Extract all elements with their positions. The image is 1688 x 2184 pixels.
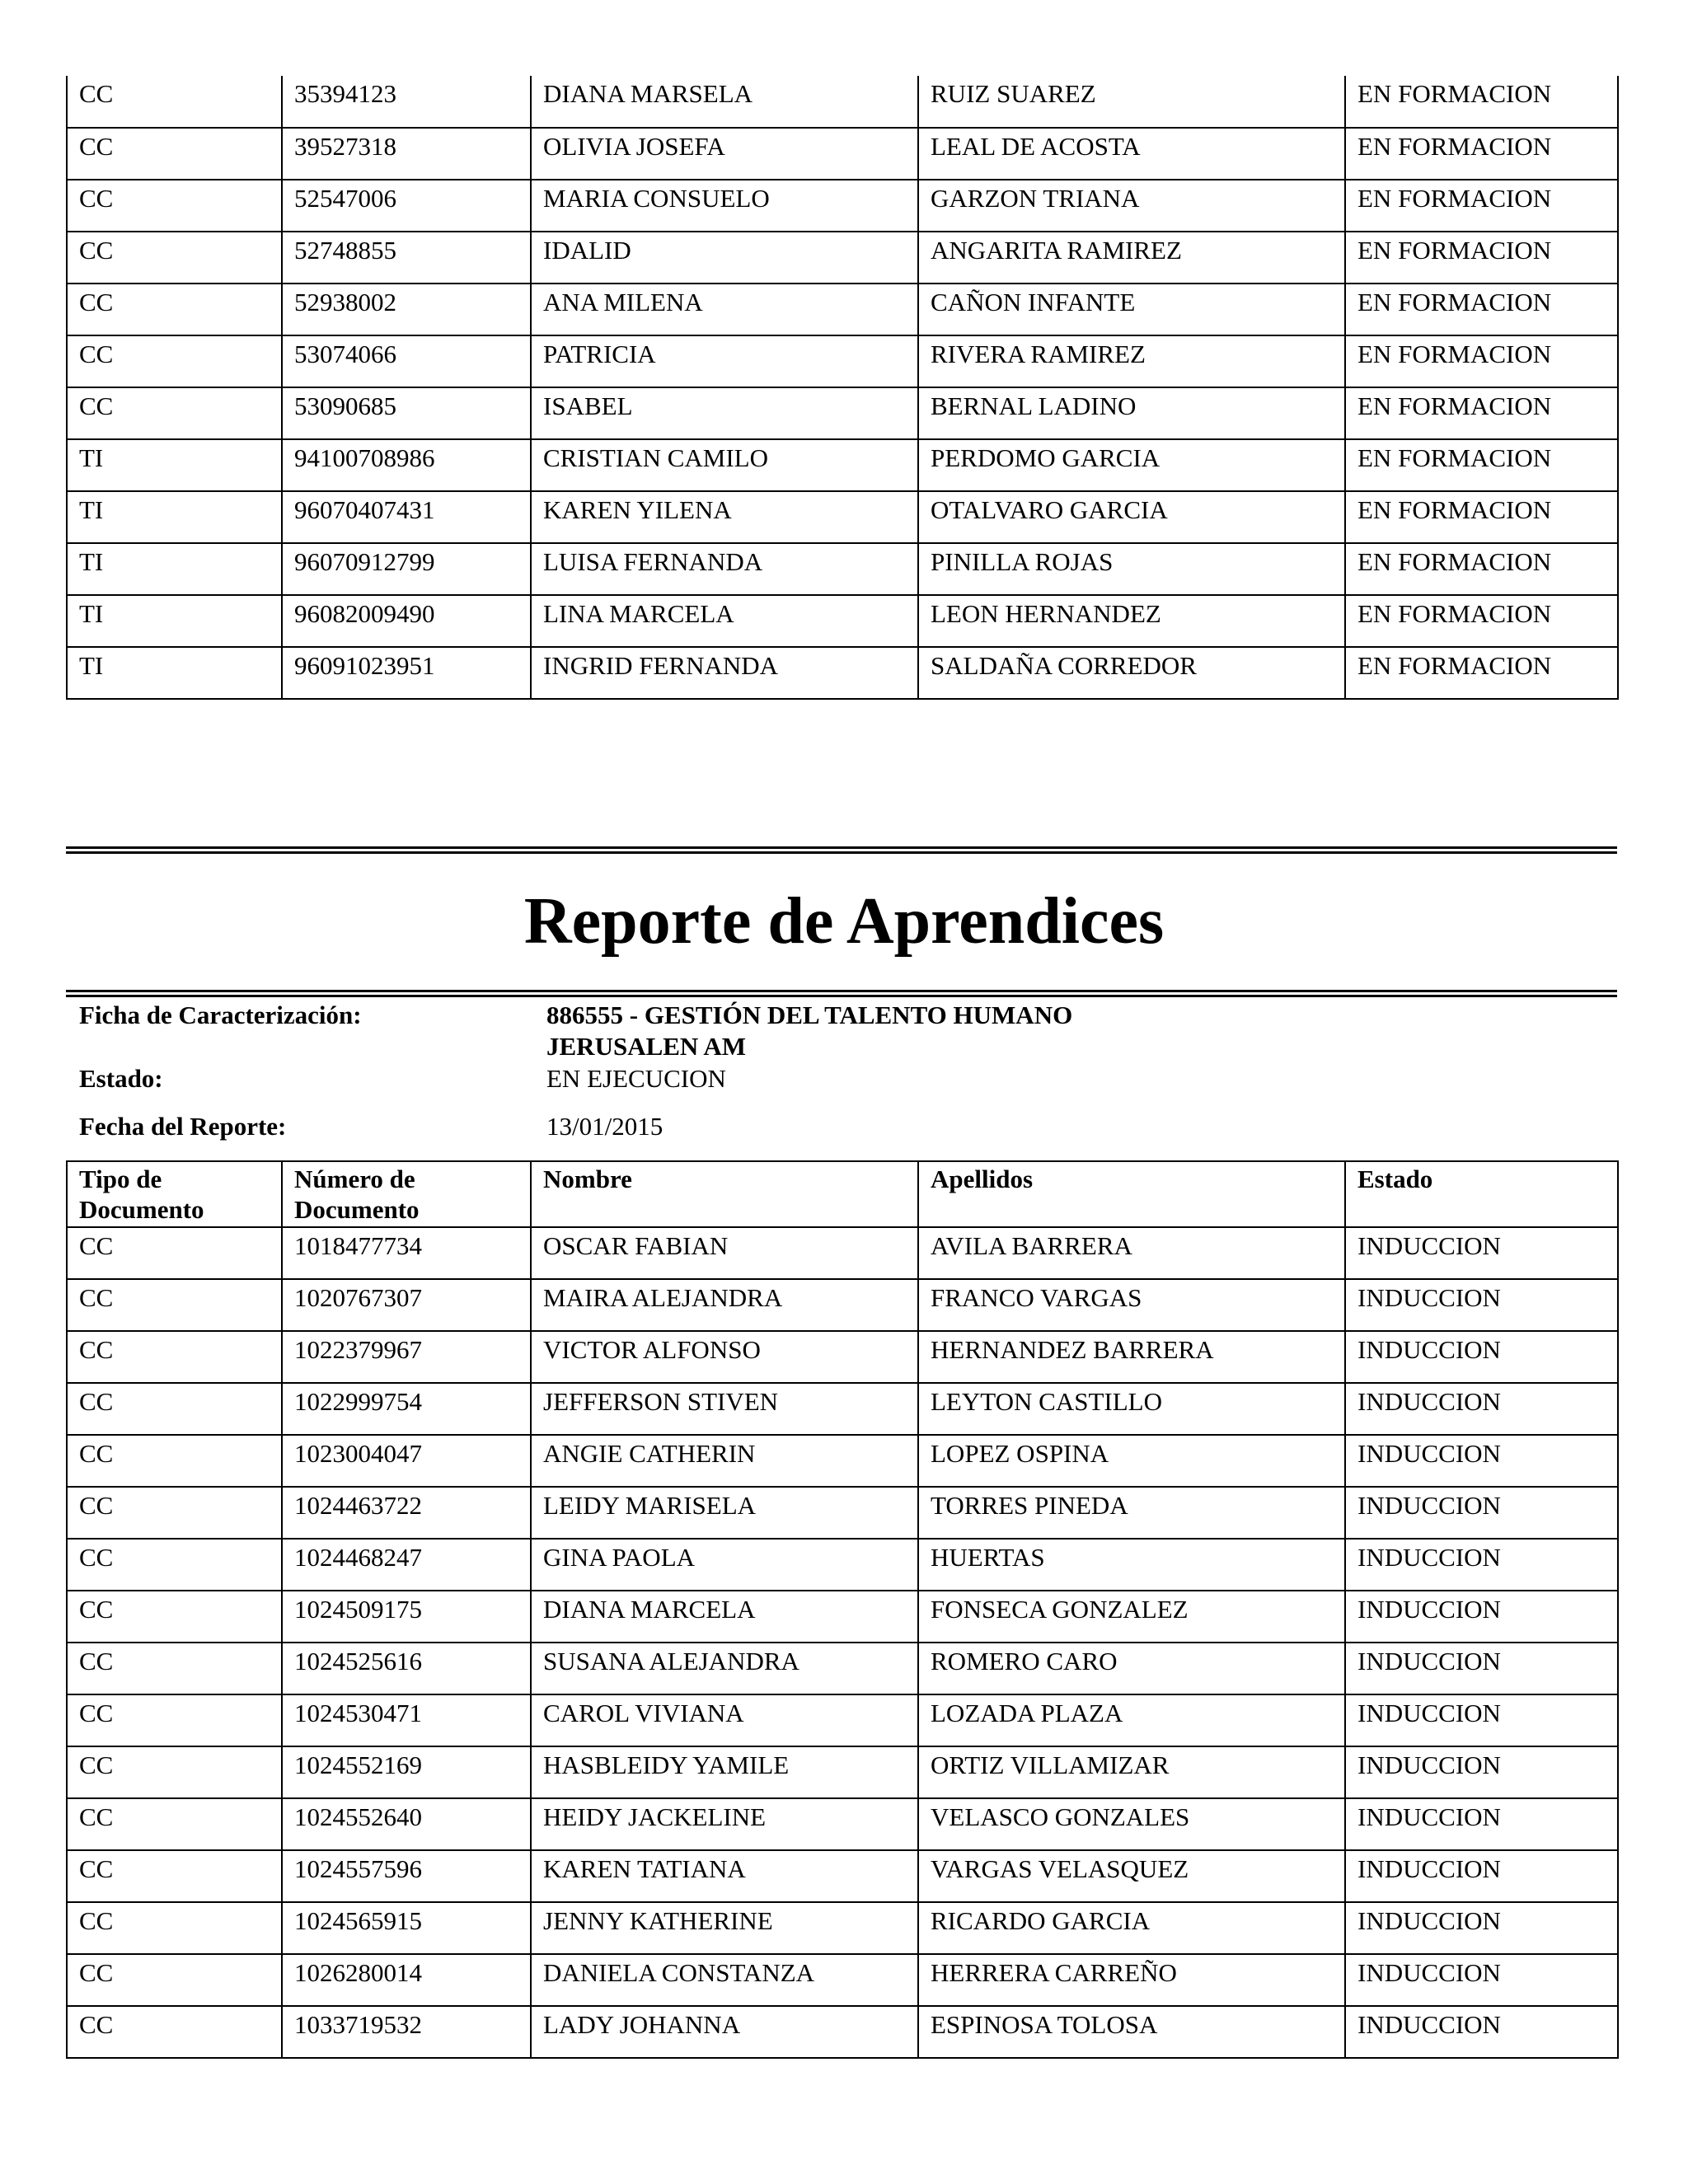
- cell-apellidos: FRANCO VARGAS: [918, 1279, 1345, 1331]
- cell-numero-documento: 1024525616: [282, 1643, 531, 1694]
- cell-apellidos: OTALVARO GARCIA: [918, 491, 1345, 543]
- table-row: [67, 128, 1618, 180]
- cell-estado: INDUCCION: [1345, 1227, 1618, 1279]
- cell-numero-documento: 35394123: [282, 76, 531, 128]
- cell-numero-documento: 1018477734: [282, 1227, 531, 1279]
- cell-estado: INDUCCION: [1345, 1331, 1618, 1383]
- cell-numero-documento: 39527318: [282, 128, 531, 180]
- cell-apellidos: SALDAÑA CORREDOR: [918, 647, 1345, 699]
- cell-nombre: DIANA MARSELA: [531, 76, 918, 128]
- cell-tipo-documento: TI: [67, 543, 282, 595]
- cell-nombre: VICTOR ALFONSO: [531, 1331, 918, 1383]
- cell-nombre: LEIDY MARISELA: [531, 1487, 918, 1539]
- cell-numero-documento: 53090685: [282, 387, 531, 439]
- header-tipo-line2: Documento: [79, 1195, 204, 1224]
- table-row: [67, 335, 1618, 387]
- cell-numero-documento: 1024565915: [282, 1902, 531, 1954]
- table-row: [67, 439, 1618, 491]
- cell-estado: INDUCCION: [1345, 1746, 1618, 1798]
- cell-tipo-documento: CC: [67, 232, 282, 284]
- cell-tipo-documento: CC: [67, 180, 282, 232]
- col-header-estado: Estado: [1345, 1161, 1618, 1227]
- cell-numero-documento: 1022379967: [282, 1331, 531, 1383]
- cell-nombre: HASBLEIDY YAMILE: [531, 1746, 918, 1798]
- cell-apellidos: HUERTAS: [918, 1539, 1345, 1591]
- cell-nombre: DIANA MARCELA: [531, 1591, 918, 1643]
- cell-nombre: KAREN YILENA: [531, 491, 918, 543]
- cell-estado: EN FORMACION: [1345, 76, 1618, 128]
- table-row: [67, 1487, 1618, 1539]
- cell-numero-documento: 96070912799: [282, 543, 531, 595]
- cell-nombre: JENNY KATHERINE: [531, 1902, 918, 1954]
- cell-nombre: JEFFERSON STIVEN: [531, 1383, 918, 1435]
- cell-estado: INDUCCION: [1345, 1539, 1618, 1591]
- section-divider: [66, 846, 1617, 854]
- cell-apellidos: LEON HERNANDEZ: [918, 595, 1345, 647]
- table-row: [67, 2006, 1618, 2058]
- cell-apellidos: ESPINOSA TOLOSA: [918, 2006, 1345, 2058]
- table-row: [67, 232, 1618, 284]
- continued-apprentice-table: [66, 76, 1619, 700]
- cell-estado: INDUCCION: [1345, 1487, 1618, 1539]
- cell-apellidos: FONSECA GONZALEZ: [918, 1591, 1345, 1643]
- ficha-value-line2: JERUSALEN AM: [546, 1032, 747, 1061]
- cell-apellidos: HERNANDEZ BARRERA: [918, 1331, 1345, 1383]
- cell-nombre: INGRID FERNANDA: [531, 647, 918, 699]
- table-row: [67, 1850, 1618, 1902]
- fecha-value: 13/01/2015: [546, 1112, 663, 1141]
- table-row: [67, 180, 1618, 232]
- cell-apellidos: ROMERO CARO: [918, 1643, 1345, 1694]
- table-header: [67, 1161, 1618, 1227]
- cell-numero-documento: 1024509175: [282, 1591, 531, 1643]
- cell-tipo-documento: CC: [67, 335, 282, 387]
- cell-apellidos: PERDOMO GARCIA: [918, 439, 1345, 491]
- table-row: [67, 1902, 1618, 1954]
- cell-numero-documento: 1026280014: [282, 1954, 531, 2006]
- cell-nombre: GINA PAOLA: [531, 1539, 918, 1591]
- cell-estado: INDUCCION: [1345, 1954, 1618, 2006]
- cell-nombre: LUISA FERNANDA: [531, 543, 918, 595]
- table-row: [67, 1643, 1618, 1694]
- cell-tipo-documento: CC: [67, 1643, 282, 1694]
- cell-numero-documento: 1033719532: [282, 2006, 531, 2058]
- fecha-label: Fecha del Reporte:: [79, 1112, 287, 1141]
- cell-numero-documento: 96070407431: [282, 491, 531, 543]
- estado-value: EN EJECUCION: [546, 1064, 726, 1093]
- cell-tipo-documento: CC: [67, 1694, 282, 1746]
- cell-tipo-documento: TI: [67, 647, 282, 699]
- table-row: [67, 1746, 1618, 1798]
- cell-numero-documento: 1020767307: [282, 1279, 531, 1331]
- cell-tipo-documento: CC: [67, 1383, 282, 1435]
- cell-nombre: PATRICIA: [531, 335, 918, 387]
- cell-estado: EN FORMACION: [1345, 543, 1618, 595]
- cell-numero-documento: 1023004047: [282, 1435, 531, 1487]
- cell-tipo-documento: CC: [67, 1279, 282, 1331]
- table-row: [67, 1383, 1618, 1435]
- cell-apellidos: LOPEZ OSPINA: [918, 1435, 1345, 1487]
- cell-apellidos: AVILA BARRERA: [918, 1227, 1345, 1279]
- cell-numero-documento: 96082009490: [282, 595, 531, 647]
- header-numero-line1: Número de: [294, 1165, 415, 1193]
- cell-numero-documento: 94100708986: [282, 439, 531, 491]
- cell-apellidos: CAÑON INFANTE: [918, 284, 1345, 335]
- cell-numero-documento: 53074066: [282, 335, 531, 387]
- table-row: [67, 543, 1618, 595]
- cell-numero-documento: 1024530471: [282, 1694, 531, 1746]
- cell-estado: EN FORMACION: [1345, 439, 1618, 491]
- table-row: [67, 491, 1618, 543]
- cell-apellidos: LOZADA PLAZA: [918, 1694, 1345, 1746]
- cell-apellidos: VELASCO GONZALES: [918, 1798, 1345, 1850]
- ficha-label: Ficha de Caracterización:: [79, 1001, 362, 1029]
- cell-estado: INDUCCION: [1345, 1902, 1618, 1954]
- cell-tipo-documento: CC: [67, 387, 282, 439]
- title-divider: [66, 990, 1617, 997]
- cell-tipo-documento: CC: [67, 1487, 282, 1539]
- cell-apellidos: ORTIZ VILLAMIZAR: [918, 1746, 1345, 1798]
- estado-label: Estado:: [79, 1064, 163, 1093]
- cell-nombre: MARIA CONSUELO: [531, 180, 918, 232]
- cell-estado: INDUCCION: [1345, 1279, 1618, 1331]
- cell-estado: EN FORMACION: [1345, 491, 1618, 543]
- table-row: [67, 76, 1618, 128]
- cell-nombre: ANGIE CATHERIN: [531, 1435, 918, 1487]
- header-numero-line2: Documento: [294, 1195, 420, 1224]
- cell-tipo-documento: CC: [67, 1331, 282, 1383]
- table-row: [67, 647, 1618, 699]
- header-tipo-line1: Tipo de: [79, 1165, 162, 1193]
- cell-apellidos: PINILLA ROJAS: [918, 543, 1345, 595]
- cell-apellidos: RIVERA RAMIREZ: [918, 335, 1345, 387]
- cell-numero-documento: 1024557596: [282, 1850, 531, 1902]
- cell-numero-documento: 1022999754: [282, 1383, 531, 1435]
- cell-tipo-documento: CC: [67, 1746, 282, 1798]
- header-row: [67, 1161, 1618, 1227]
- cell-tipo-documento: TI: [67, 595, 282, 647]
- cell-estado: EN FORMACION: [1345, 128, 1618, 180]
- table-row: [67, 595, 1618, 647]
- cell-numero-documento: 1024552169: [282, 1746, 531, 1798]
- cell-nombre: CRISTIAN CAMILO: [531, 439, 918, 491]
- table-row: [67, 1798, 1618, 1850]
- cell-estado: INDUCCION: [1345, 1694, 1618, 1746]
- table-row: [67, 1591, 1618, 1643]
- cell-tipo-documento: CC: [67, 1539, 282, 1591]
- cell-nombre: ISABEL: [531, 387, 918, 439]
- cell-estado: EN FORMACION: [1345, 284, 1618, 335]
- cell-apellidos: GARZON TRIANA: [918, 180, 1345, 232]
- cell-numero-documento: 1024552640: [282, 1798, 531, 1850]
- cell-tipo-documento: CC: [67, 1435, 282, 1487]
- cell-nombre: DANIELA CONSTANZA: [531, 1954, 918, 2006]
- cell-estado: INDUCCION: [1345, 1798, 1618, 1850]
- cell-tipo-documento: CC: [67, 1591, 282, 1643]
- page-title: Reporte de Aprendices: [523, 885, 1165, 958]
- cell-estado: INDUCCION: [1345, 1383, 1618, 1435]
- table-row: [67, 284, 1618, 335]
- table-row: [67, 1279, 1618, 1331]
- cell-tipo-documento: CC: [67, 1954, 282, 2006]
- cell-tipo-documento: CC: [67, 1850, 282, 1902]
- col-header-numero-documento: [282, 1161, 531, 1227]
- cell-estado: EN FORMACION: [1345, 647, 1618, 699]
- cell-nombre: OSCAR FABIAN: [531, 1227, 918, 1279]
- cell-tipo-documento: CC: [67, 1227, 282, 1279]
- col-header-apellidos: Apellidos: [918, 1161, 1345, 1227]
- cell-tipo-documento: CC: [67, 2006, 282, 2058]
- cell-estado: INDUCCION: [1345, 1850, 1618, 1902]
- cell-nombre: HEIDY JACKELINE: [531, 1798, 918, 1850]
- cell-numero-documento: 52547006: [282, 180, 531, 232]
- table-row: [67, 1954, 1618, 2006]
- cell-numero-documento: 52748855: [282, 232, 531, 284]
- cell-estado: INDUCCION: [1345, 1643, 1618, 1694]
- table-body: [67, 1227, 1618, 2058]
- cell-apellidos: TORRES PINEDA: [918, 1487, 1345, 1539]
- col-header-nombre: Nombre: [531, 1161, 918, 1227]
- cell-estado: INDUCCION: [1345, 1435, 1618, 1487]
- cell-estado: EN FORMACION: [1345, 335, 1618, 387]
- cell-estado: INDUCCION: [1345, 2006, 1618, 2058]
- cell-nombre: IDALID: [531, 232, 918, 284]
- cell-apellidos: RICARDO GARCIA: [918, 1902, 1345, 1954]
- cell-nombre: KAREN TATIANA: [531, 1850, 918, 1902]
- cell-apellidos: ANGARITA RAMIREZ: [918, 232, 1345, 284]
- cell-apellidos: HERRERA CARREÑO: [918, 1954, 1345, 2006]
- cell-nombre: LINA MARCELA: [531, 595, 918, 647]
- table-row: [67, 1227, 1618, 1279]
- cell-tipo-documento: CC: [67, 1902, 282, 1954]
- cell-apellidos: LEAL DE ACOSTA: [918, 128, 1345, 180]
- cell-apellidos: RUIZ SUAREZ: [918, 76, 1345, 128]
- cell-tipo-documento: CC: [67, 128, 282, 180]
- ficha-value-line1: 886555 - GESTIÓN DEL TALENTO HUMANO: [546, 1001, 1073, 1029]
- cell-nombre: ANA MILENA: [531, 284, 918, 335]
- col-header-tipo-documento: [67, 1161, 282, 1227]
- cell-apellidos: BERNAL LADINO: [918, 387, 1345, 439]
- cell-numero-documento: 52938002: [282, 284, 531, 335]
- cell-estado: EN FORMACION: [1345, 387, 1618, 439]
- cell-numero-documento: 96091023951: [282, 647, 531, 699]
- cell-tipo-documento: CC: [67, 76, 282, 128]
- cell-nombre: OLIVIA JOSEFA: [531, 128, 918, 180]
- cell-nombre: LADY JOHANNA: [531, 2006, 918, 2058]
- table-row: [67, 387, 1618, 439]
- continued-table-body: [67, 76, 1618, 699]
- table-row: [67, 1435, 1618, 1487]
- cell-estado: EN FORMACION: [1345, 180, 1618, 232]
- cell-tipo-documento: TI: [67, 491, 282, 543]
- cell-tipo-documento: CC: [67, 284, 282, 335]
- table-row: [67, 1694, 1618, 1746]
- cell-tipo-documento: CC: [67, 1798, 282, 1850]
- apprentice-table: [66, 1160, 1619, 2059]
- cell-estado: INDUCCION: [1345, 1591, 1618, 1643]
- cell-apellidos: LEYTON CASTILLO: [918, 1383, 1345, 1435]
- cell-nombre: SUSANA ALEJANDRA: [531, 1643, 918, 1694]
- cell-estado: EN FORMACION: [1345, 232, 1618, 284]
- cell-nombre: MAIRA ALEJANDRA: [531, 1279, 918, 1331]
- cell-tipo-documento: TI: [67, 439, 282, 491]
- cell-numero-documento: 1024468247: [282, 1539, 531, 1591]
- cell-estado: EN FORMACION: [1345, 595, 1618, 647]
- cell-apellidos: VARGAS VELASQUEZ: [918, 1850, 1345, 1902]
- cell-numero-documento: 1024463722: [282, 1487, 531, 1539]
- table-row: [67, 1539, 1618, 1591]
- cell-nombre: CAROL VIVIANA: [531, 1694, 918, 1746]
- table-row: [67, 1331, 1618, 1383]
